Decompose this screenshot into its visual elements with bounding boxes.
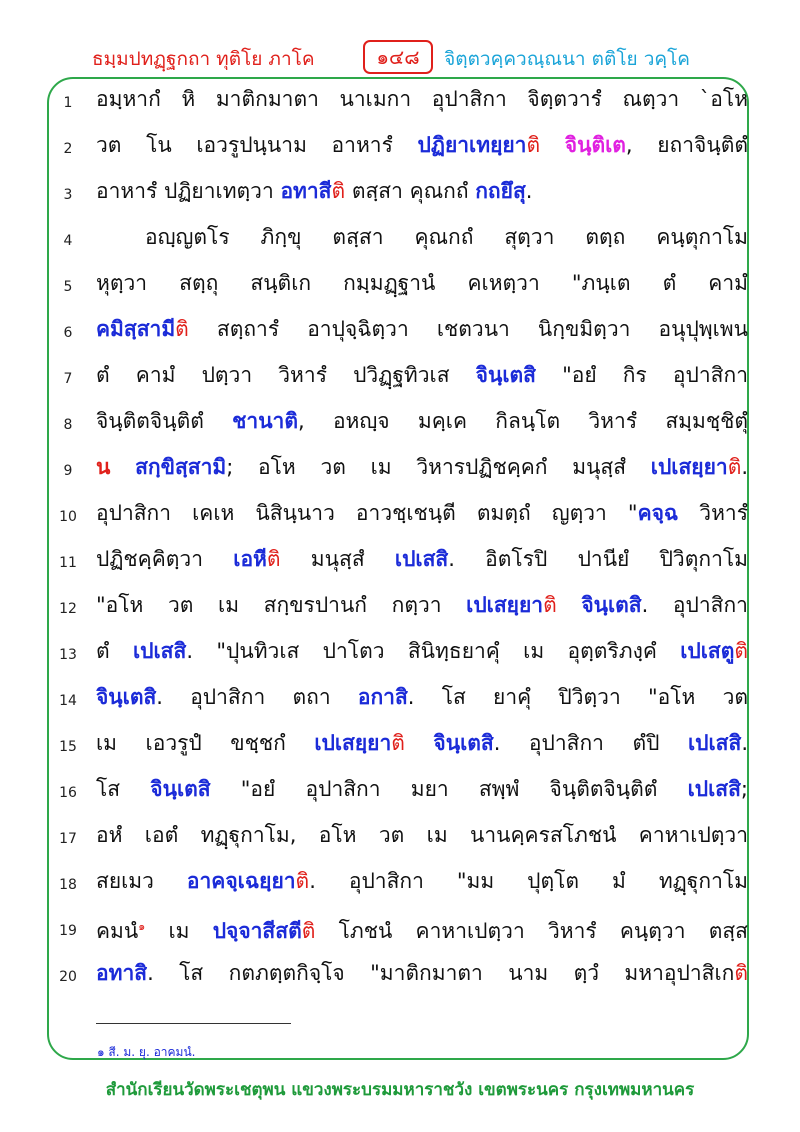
text-segment [540,133,565,157]
text-line [0,632,800,678]
text-segment: สยเมว [96,869,187,893]
text-segment: . [525,179,533,203]
highlight-verb: ปฏิยาเทยฺยา [417,133,527,157]
highlight-verb: กถยึสุ [475,179,526,203]
text-segment: ตํ คามํ ปตฺวา วิหารํ ปวิฏฺฐทิวเส [96,363,476,387]
text-segment: . "ปุนทิวเส ปาโตว สินิทฺธยาคุํ เม อุตฺตริภงฺคํ [186,639,681,663]
highlight-verb: เปเสยฺยา [466,593,544,617]
text-segment [110,455,135,479]
highlight-verb: คมิสฺสามี [96,317,176,341]
highlight-verb: เปเสยฺยา [650,455,728,479]
text-segment: อหํ เอตํ ทฏฺฐุกาโม, อโห วต เม นานคฺครสโภชนํ คาหาเปตฺวา [96,823,748,847]
text-segment: "อยํ กิร อุปาสิกา [535,363,748,387]
text-line [0,816,800,862]
text-segment: ตสฺสา คุณกถํ [345,179,476,203]
text-segment: วต โน เอวรูปนฺนาม อาหารํ [96,133,418,157]
text-segment: มนุสฺสํ [280,547,395,571]
text-segment: ปฏิชคฺคิตฺวา [96,547,234,571]
text-segment: "อยํ อุปาสิกา มยา สพฺพํ จินฺติตจินฺติตํ [210,777,688,801]
highlight-verb: ปจฺจาสีสตี [212,919,302,943]
text-segment: อาหารํ ปฏิยาเทตฺวา [96,179,281,203]
text-segment: หุตฺวา สตฺถุ สนฺติเก กมฺมฏฺฐานํ คเหตฺวา "ภนฺเต ตํ คามํ [96,271,748,295]
footnote-text: ๑ สี. ม. ยุ. อาคมนํ. [97,1045,196,1059]
line-number: 13 [59,647,77,663]
text-segment: ; อโห วต เม วิหารปฏิชคฺคกํ มนุสฺสํ [226,455,651,479]
footnote-marker[interactable]: ๑ [138,920,146,933]
highlight-verb: จินฺเตสิ [96,685,157,709]
line-number: 12 [59,601,77,617]
text-line [0,402,800,448]
text-segment: . อุปาสิกา ตถา [156,685,358,709]
highlight-verb: อาคจฺเฉยฺยา [186,869,296,893]
iti-particle: ติ [734,639,748,663]
iti-particle: ติ [734,961,748,985]
line-number: 1 [63,95,73,111]
text-line [0,724,800,770]
text-line [0,540,800,586]
text-line [0,448,800,494]
iti-particle: ติ [301,919,316,943]
highlight-verb: จินฺเตสิ [150,777,211,801]
text-line [0,954,800,1000]
text-segment [405,731,434,755]
text-segment: , อหญฺจ มคฺเค กิลนฺโต วิหารํ สมฺมชฺชิตุํ [298,409,748,433]
text-line [0,770,800,816]
line-number: 7 [63,371,73,387]
text-segment: จินฺติตจินฺติตํ [96,409,233,433]
text-line [0,310,800,356]
iti-particle: ติ [526,133,541,157]
highlight-verb: ชานาติ [232,409,298,433]
line-number: 10 [59,509,77,525]
text-line [0,356,800,402]
text-segment: อญฺญตโร ภิกฺขุ ตสฺสา คุณกถํ สุตฺวา ตตฺถ คนฺตุกาโม [145,225,748,249]
text-segment: . อุปาสิกา ตํปิ [493,731,688,755]
text-segment: , ยถาจินฺติตํ [625,133,748,157]
text-segment: วิหารํ [678,501,748,525]
line-number: 5 [63,279,73,295]
highlight-verb: เปเสสิ [687,731,742,755]
line-number: 8 [63,417,73,433]
line-number: 18 [59,877,77,893]
text-segment: . อุปาสิกา [641,593,748,617]
text-segment: . อุปาสิกา "มม ปุตฺโต มํ ทฏฺฐุกาโม [309,869,748,893]
line-number: 6 [63,325,73,341]
highlight-verb: จินฺเตสิ [475,363,536,387]
line-number: 3 [63,187,73,203]
text-segment: อมฺหากํ หิ มาติกมาตา นาเมกา อุปาสิกา จิตฺตวารํ ณตฺวา `อโห [96,87,748,111]
highlight-verb: เอหี [233,547,267,571]
text-segment [557,593,582,617]
text-segment: . [741,731,748,755]
line-number: 16 [59,785,77,801]
highlight-verb: อกาสิ [357,685,408,709]
text-segment: เม [145,919,213,943]
negation-particle: น [96,455,111,479]
text-segment: เม เอวรูปํ ขชฺชกํ [96,731,315,755]
text-segment: "อโห วต เม สกฺขรปานกํ กตฺวา [96,593,467,617]
line-number: 11 [59,555,77,571]
iti-particle: ติ [543,593,557,617]
text-line [0,586,800,632]
highlight-verb-magenta: จินฺติเต [564,133,626,157]
iti-particle: ติ [175,317,189,341]
highlight-verb: เปเสยฺยา [314,731,392,755]
highlight-verb: เปเสตู [680,639,735,663]
page-number-badge: ๑๔๘ [363,40,433,74]
highlight-verb: จินฺเตสิ [581,593,642,617]
line-number: 20 [59,969,77,985]
text-line [0,264,800,310]
highlight-verb: สกฺขิสฺสามิ [135,455,227,479]
text-line [0,678,800,724]
footnote-divider [96,1023,291,1024]
highlight-verb: เปเสสิ [687,777,741,801]
text-segment: . อิตโรปิ ปานียํ ปิวิตุกาโม [448,547,748,571]
iti-particle: ติ [295,869,310,893]
text-line [0,80,800,126]
highlight-verb: จินฺเตสิ [433,731,494,755]
text-line [0,218,800,264]
highlight-verb: เปเสสิ [133,639,187,663]
text-segment: โส [96,777,151,801]
iti-particle: ติ [391,731,405,755]
page-footer: สำนักเรียนวัดพระเชตุพน แขวงพระบรมมหาราชวัง เขตพระนคร กรุงเทพมหานคร [105,1080,695,1100]
iti-particle: ติ [266,547,281,571]
text-segment: . โส ยาคุํ ปิวิตฺวา "อโห วต [407,685,748,709]
line-number: 14 [59,693,77,709]
text-line [0,494,800,540]
line-number: 4 [63,233,73,249]
text-segment: ตํ [96,639,133,663]
line-number: 17 [59,831,77,847]
text-line [0,908,800,954]
iti-particle: ติ [727,455,742,479]
text-line [0,126,800,172]
line-number: 19 [59,923,77,939]
iti-particle: ติ [331,179,346,203]
line-number: 2 [63,141,73,157]
line-number: 9 [63,463,73,479]
text-line [0,862,800,908]
text-segment: โภชนํ คาหาเปตฺวา วิหารํ คนฺตฺวา ตสฺส [315,919,748,943]
text-line [0,172,800,218]
header-book-title: ธมฺมปทฏฺฐกถา ทุติโย ภาโค [92,48,315,70]
header-chapter-title: จิตฺตวคฺควณฺณนา ตติโย วคฺโค [444,48,690,70]
highlight-verb: อทาสี [280,179,332,203]
highlight-verb: คจฺฉ [637,501,679,525]
text-segment: คมนํ [96,919,139,943]
line-number: 15 [59,739,77,755]
text-segment: . [741,455,748,479]
text-segment: อุปาสิกา เคเห นิสินฺนาว อาวชฺเชนฺตี ตมตฺถํ ญตฺวา " [96,501,638,525]
text-segment: . โส กตภตฺตกิจฺโจ "มาติกมาตา นาม ตฺวํ มหาอุปาสิเก [147,961,735,985]
text-segment: ; [740,777,748,801]
text-segment: สตฺถารํ อาปุจฺฉิตฺวา เชตวนา นิกฺขมิตฺวา อนุปุพฺเพน [188,317,748,341]
highlight-verb: อทาสิ [96,961,148,985]
highlight-verb: เปเสสิ [394,547,449,571]
